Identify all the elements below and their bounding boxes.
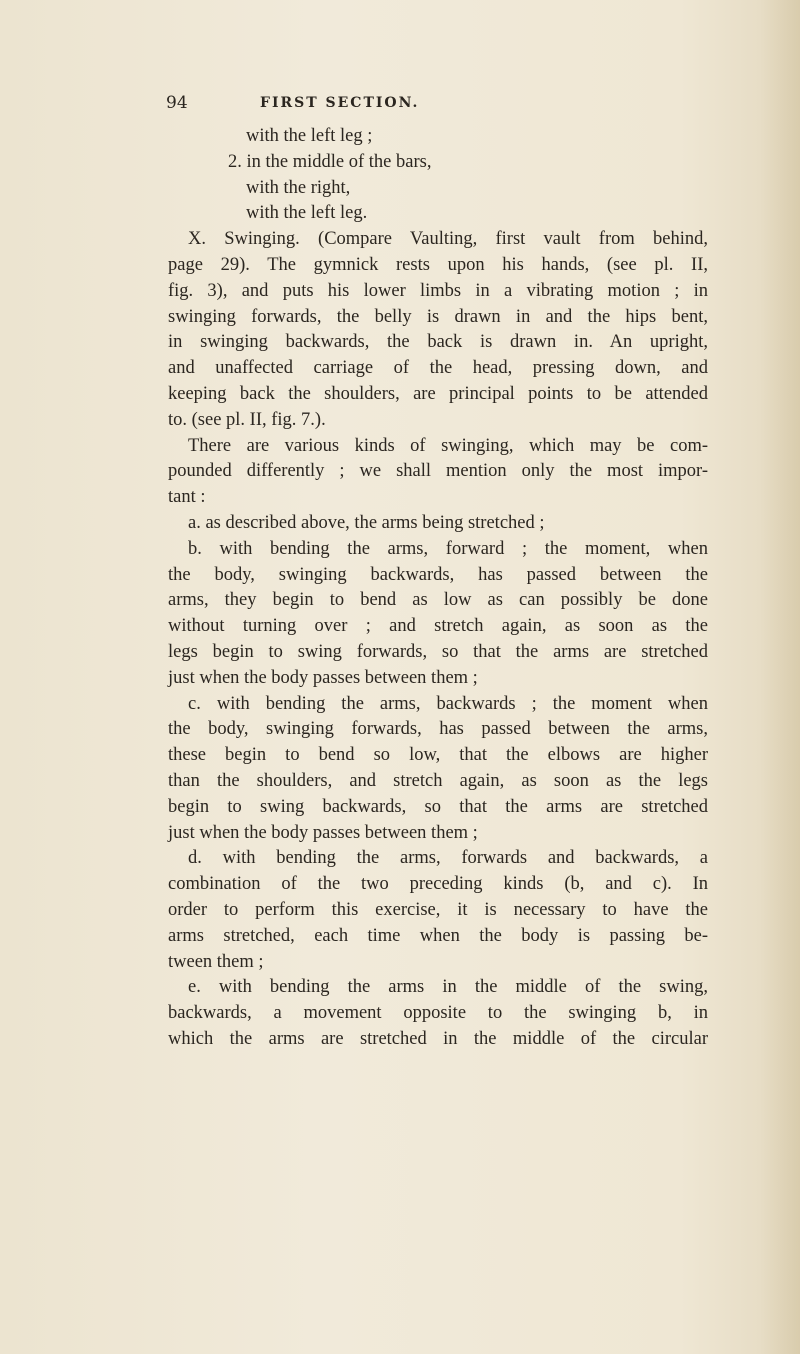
text-line: the body, swinging forwards, has passed between the arms, bbox=[168, 719, 708, 740]
text-line: c. with bending the arms, backwards ; the moment when bbox=[188, 693, 708, 714]
text-line: begin to swing backwards, so that the arms are stretched bbox=[168, 796, 708, 817]
text-line: just when the body passes between them ; bbox=[168, 667, 478, 688]
text-line: in swinging backwards, the back is drawn in. An upright, bbox=[168, 332, 708, 353]
text-line: than the shoulders, and stretch again, as soon as the legs bbox=[168, 770, 708, 791]
text-line: b. with bending the arms, forward ; the moment, when bbox=[188, 538, 708, 559]
page-header bbox=[166, 93, 706, 119]
text-line: to. (see pl. II, fig. 7.). bbox=[168, 409, 326, 430]
text-line: pounded differently ; we shall mention only the most impor- bbox=[168, 461, 708, 482]
text-line: and unaffected carriage of the head, pressing down, and bbox=[168, 358, 708, 379]
text-line: There are various kinds of swinging, which may be com- bbox=[188, 435, 708, 456]
page-number: 94 bbox=[166, 93, 188, 113]
text-line: page 29). The gymnick rests upon his hands, (see pl. II, bbox=[168, 254, 708, 275]
text-line: tween them ; bbox=[168, 951, 264, 972]
text-line: 2. in the middle of the bars, bbox=[228, 151, 432, 172]
text-line: e. with bending the arms in the middle of the swing, bbox=[188, 977, 708, 998]
text-line: order to perform this exercise, it is necessary to have the bbox=[168, 899, 708, 920]
text-line: X. Swinging. (Compare Vaulting, first vault from behind, bbox=[188, 229, 708, 250]
body-text bbox=[168, 124, 708, 1053]
text-line: these begin to bend so low, that the elbows are higher bbox=[168, 745, 708, 766]
text-line: swinging forwards, the belly is drawn in and the hips bent, bbox=[168, 306, 708, 327]
text-line: a. as described above, the arms being stretched ; bbox=[188, 512, 545, 533]
text-line: which the arms are stretched in the middle of the circular bbox=[168, 1028, 708, 1049]
text-line: without turning over ; and stretch again, as soon as the bbox=[168, 616, 708, 637]
text-line: arms, they begin to bend as low as can possibly be done bbox=[168, 590, 708, 611]
page-edge-shading bbox=[760, 0, 800, 1354]
text-line: d. with bending the arms, forwards and backwards, a bbox=[188, 848, 708, 869]
text-line: tant : bbox=[168, 487, 206, 508]
text-line: with the left leg ; bbox=[246, 126, 373, 146]
text-line: just when the body passes between them ; bbox=[168, 822, 478, 843]
running-head: FIRST SECTION. bbox=[260, 95, 420, 111]
text-line: arms stretched, each time when the body is passing be- bbox=[168, 925, 708, 946]
text-line: with the right, bbox=[246, 177, 351, 198]
text-line: combination of the two preceding kinds (b, and c). In bbox=[168, 874, 708, 895]
text-line: with the left leg. bbox=[246, 203, 368, 224]
text-line: backwards, a movement opposite to the swinging b, in bbox=[168, 1003, 708, 1024]
text-line: the body, swinging backwards, has passed between the bbox=[168, 564, 708, 585]
text-line: legs begin to swing forwards, so that the arms are stretched bbox=[168, 641, 708, 662]
text-line: fig. 3), and puts his lower limbs in a vibrating motion ; in bbox=[168, 280, 708, 301]
text-line: keeping back the shoulders, are principal points to be attended bbox=[168, 383, 708, 404]
